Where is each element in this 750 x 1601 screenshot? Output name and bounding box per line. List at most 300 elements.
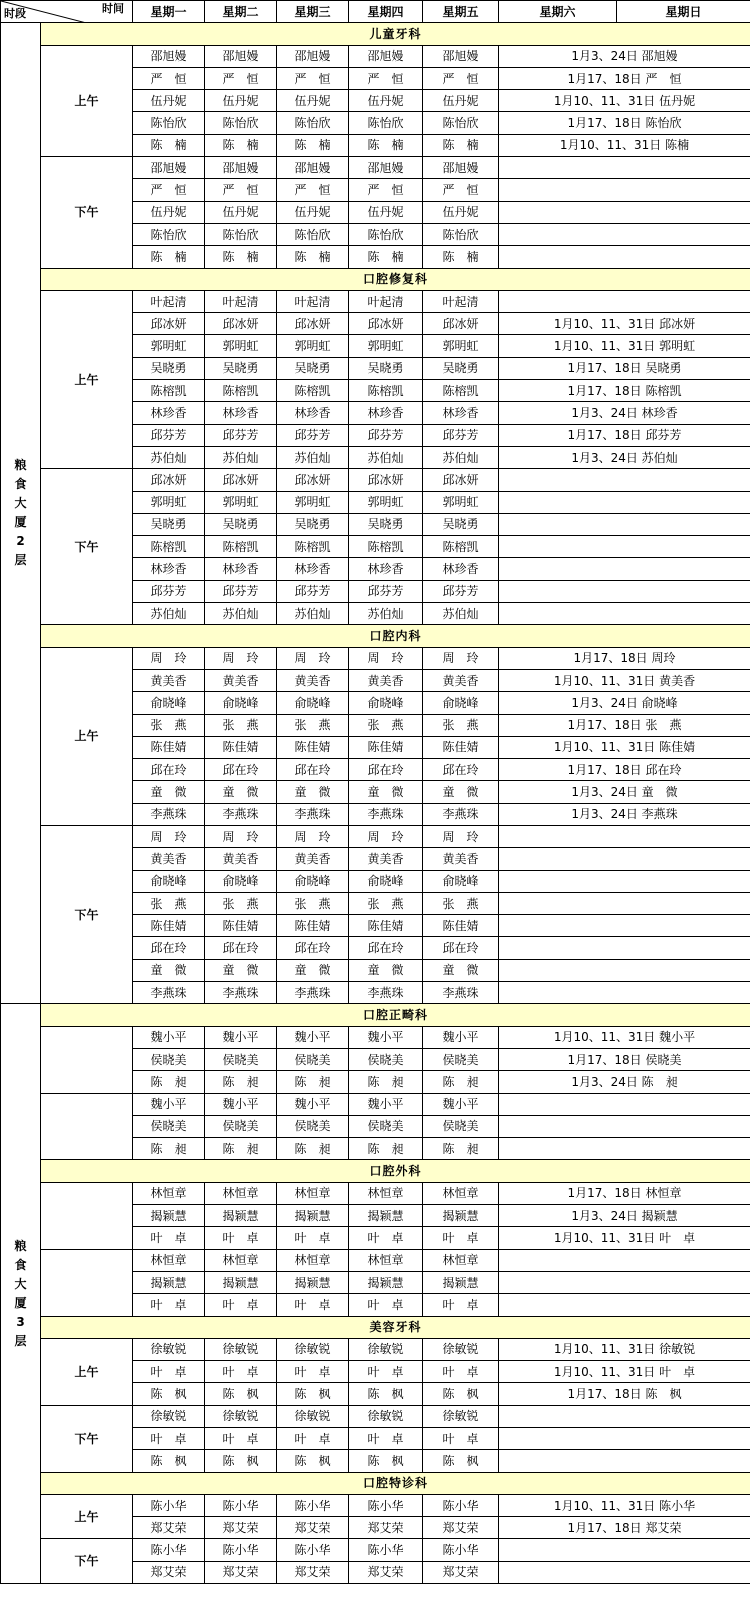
building-char: 厦	[14, 515, 27, 530]
building-char: 2	[16, 534, 25, 549]
weekend-cell: 1月3、24日 揭颖慧	[499, 1205, 750, 1227]
period-label: 下午	[41, 825, 133, 1003]
doctor-cell: 苏伯灿	[423, 603, 499, 625]
doctor-cell: 黄美香	[423, 848, 499, 870]
doctor-cell: 叶 卓	[277, 1294, 349, 1316]
doctor-cell: 邱冰妍	[133, 469, 205, 491]
doctor-cell: 邱芬芳	[423, 424, 499, 446]
doctor-cell: 揭颖慧	[423, 1205, 499, 1227]
doctor-cell: 陈小华	[349, 1494, 423, 1516]
doctor-cell: 李燕珠	[277, 982, 349, 1004]
doctor-cell: 苏伯灿	[423, 446, 499, 468]
doctor-cell: 徐敏锐	[133, 1405, 205, 1427]
weekend-cell	[499, 982, 750, 1004]
doctor-cell: 邱芬芳	[349, 424, 423, 446]
doctor-cell: 林恒章	[133, 1249, 205, 1271]
doctor-cell: 张 燕	[349, 714, 423, 736]
doctor-cell: 揭颖慧	[423, 1271, 499, 1293]
doctor-cell: 陈 楠	[205, 134, 277, 156]
doctor-cell: 陈怡欣	[277, 112, 349, 134]
table-row	[1, 647, 750, 669]
corner-label-period: 时段	[4, 7, 26, 21]
doctor-cell: 揭颖慧	[349, 1271, 423, 1293]
doctor-cell: 揭颖慧	[133, 1205, 205, 1227]
weekend-cell: 1月10、11、31日 叶 卓	[499, 1361, 750, 1383]
weekend-cell: 1月17、18日 侯晓美	[499, 1048, 750, 1070]
doctor-cell: 陈 枫	[349, 1450, 423, 1472]
department-title: 美容牙科	[41, 1316, 750, 1338]
doctor-cell: 陈榕凯	[349, 536, 423, 558]
doctor-cell: 张 燕	[423, 892, 499, 914]
weekend-cell	[499, 1428, 750, 1450]
doctor-cell: 揭颖慧	[349, 1205, 423, 1227]
doctor-cell: 邱在玲	[205, 759, 277, 781]
doctor-cell: 林珍香	[349, 558, 423, 580]
doctor-cell: 严 恒	[133, 179, 205, 201]
period-label	[41, 1093, 133, 1160]
doctor-cell: 吴晓勇	[133, 357, 205, 379]
doctor-cell: 陈榕凯	[423, 536, 499, 558]
doctor-cell: 林珍香	[133, 402, 205, 424]
day-header-tue: 星期二	[205, 1, 277, 23]
department-title: 口腔内科	[41, 625, 750, 647]
doctor-cell: 陈 昶	[349, 1071, 423, 1093]
doctor-cell: 郑艾荣	[133, 1517, 205, 1539]
building-char: 粮	[14, 1238, 27, 1253]
doctor-cell: 郭明虹	[133, 491, 205, 513]
doctor-cell: 张 燕	[205, 714, 277, 736]
doctor-cell: 陈 昶	[277, 1138, 349, 1160]
doctor-cell: 陈怡欣	[133, 223, 205, 245]
weekend-cell: 1月17、18日 邱芬芳	[499, 424, 750, 446]
weekend-cell	[499, 1294, 750, 1316]
doctor-cell: 叶 卓	[277, 1227, 349, 1249]
doctor-cell: 林珍香	[205, 402, 277, 424]
doctor-cell: 郭明虹	[277, 491, 349, 513]
doctor-cell: 周 玲	[277, 647, 349, 669]
doctor-cell: 邱在玲	[349, 937, 423, 959]
weekend-cell: 1月17、18日 邱在玲	[499, 759, 750, 781]
weekend-cell: 1月10、11、31日 徐敏锐	[499, 1338, 750, 1360]
doctor-cell: 徐敏锐	[349, 1338, 423, 1360]
doctor-cell: 张 燕	[423, 714, 499, 736]
doctor-cell: 伍丹妮	[349, 90, 423, 112]
doctor-cell: 林恒章	[277, 1182, 349, 1204]
weekend-cell: 1月3、24日 陈 昶	[499, 1071, 750, 1093]
doctor-cell: 徐敏锐	[133, 1338, 205, 1360]
doctor-cell: 徐敏锐	[423, 1338, 499, 1360]
doctor-cell: 林恒章	[349, 1249, 423, 1271]
doctor-cell: 严 恒	[277, 67, 349, 89]
doctor-cell: 陈怡欣	[277, 223, 349, 245]
doctor-cell: 陈怡欣	[423, 223, 499, 245]
doctor-cell: 童 微	[205, 959, 277, 981]
doctor-cell: 郑艾荣	[423, 1517, 499, 1539]
building-char: 3	[16, 1314, 25, 1329]
doctor-cell: 黄美香	[349, 669, 423, 691]
weekend-cell	[499, 157, 750, 179]
doctor-cell: 周 玲	[277, 825, 349, 847]
doctor-cell: 吴晓勇	[423, 513, 499, 535]
doctor-cell: 李燕珠	[133, 803, 205, 825]
doctor-cell: 陈 枫	[277, 1383, 349, 1405]
doctor-cell: 陈小华	[349, 1539, 423, 1561]
doctor-cell: 陈佳婧	[277, 915, 349, 937]
doctor-cell: 李燕珠	[205, 803, 277, 825]
table-row	[1, 1182, 750, 1204]
doctor-cell: 侯晓美	[205, 1048, 277, 1070]
doctor-cell: 严 恒	[349, 179, 423, 201]
doctor-cell: 邱冰妍	[205, 469, 277, 491]
doctor-cell: 魏小平	[205, 1093, 277, 1115]
department-row	[1, 1004, 750, 1026]
day-header-fri: 星期五	[423, 1, 499, 23]
weekend-cell	[499, 1249, 750, 1271]
doctor-cell: 邱冰妍	[423, 469, 499, 491]
weekend-cell: 1月17、18日 林恒章	[499, 1182, 750, 1204]
doctor-cell: 林恒章	[205, 1249, 277, 1271]
department-title: 口腔修复科	[41, 268, 750, 290]
doctor-cell: 邱冰妍	[423, 313, 499, 335]
doctor-cell: 李燕珠	[349, 803, 423, 825]
weekend-cell	[499, 1093, 750, 1115]
doctor-cell: 张 燕	[277, 892, 349, 914]
building-char: 大	[14, 1276, 27, 1291]
period-label: 上午	[41, 45, 133, 156]
department-title: 口腔正畸科	[41, 1004, 750, 1026]
weekend-cell	[499, 1115, 750, 1137]
doctor-cell: 邱在玲	[205, 937, 277, 959]
table-row	[1, 1249, 750, 1271]
doctor-cell: 童 微	[277, 781, 349, 803]
doctor-cell: 周 玲	[205, 825, 277, 847]
doctor-cell: 陈 楠	[277, 246, 349, 268]
doctor-cell: 叶 卓	[349, 1428, 423, 1450]
doctor-cell: 揭颖慧	[277, 1271, 349, 1293]
doctor-cell: 魏小平	[349, 1093, 423, 1115]
doctor-cell: 郑艾荣	[205, 1561, 277, 1583]
doctor-cell: 苏伯灿	[133, 446, 205, 468]
doctor-cell: 叶 卓	[423, 1294, 499, 1316]
weekend-cell: 1月17、18日 严 恒	[499, 67, 750, 89]
building-char: 层	[14, 1333, 27, 1348]
doctor-cell: 周 玲	[423, 647, 499, 669]
doctor-cell: 叶 卓	[205, 1294, 277, 1316]
weekend-cell: 1月3、24日 林珍香	[499, 402, 750, 424]
department-row	[1, 23, 750, 45]
doctor-cell: 郭明虹	[205, 335, 277, 357]
doctor-cell: 黄美香	[133, 848, 205, 870]
doctor-cell: 李燕珠	[349, 982, 423, 1004]
table-row	[1, 1338, 750, 1360]
doctor-cell: 叶 卓	[277, 1361, 349, 1383]
doctor-cell: 魏小平	[277, 1026, 349, 1048]
weekend-cell: 1月17、18日 郑艾荣	[499, 1517, 750, 1539]
weekend-cell	[499, 580, 750, 602]
doctor-cell: 邵旭嫚	[349, 45, 423, 67]
doctor-cell: 魏小平	[205, 1026, 277, 1048]
doctor-cell: 邱芬芳	[277, 580, 349, 602]
doctor-cell: 俞晓峰	[277, 870, 349, 892]
department-title: 口腔特诊科	[41, 1472, 750, 1494]
doctor-cell: 林恒章	[133, 1182, 205, 1204]
doctor-cell: 陈榕凯	[349, 380, 423, 402]
doctor-cell: 俞晓峰	[133, 692, 205, 714]
header-row	[1, 1, 750, 23]
doctor-cell: 揭颖慧	[205, 1205, 277, 1227]
doctor-cell: 叶 卓	[133, 1227, 205, 1249]
doctor-cell: 徐敏锐	[205, 1338, 277, 1360]
doctor-cell: 陈榕凯	[205, 536, 277, 558]
doctor-cell: 童 微	[423, 781, 499, 803]
weekend-cell: 1月17、18日 陈怡欣	[499, 112, 750, 134]
doctor-cell: 俞晓峰	[277, 692, 349, 714]
period-label	[41, 1026, 133, 1093]
doctor-cell: 周 玲	[349, 825, 423, 847]
building-char: 层	[14, 553, 27, 568]
doctor-cell: 陈小华	[423, 1539, 499, 1561]
doctor-cell: 严 恒	[205, 67, 277, 89]
doctor-cell: 徐敏锐	[349, 1405, 423, 1427]
table-row	[1, 469, 750, 491]
doctor-cell: 童 微	[133, 781, 205, 803]
doctor-cell: 邱芬芳	[133, 580, 205, 602]
doctor-cell: 郭明虹	[423, 491, 499, 513]
doctor-cell: 苏伯灿	[349, 603, 423, 625]
doctor-cell: 邱在玲	[277, 937, 349, 959]
table-row	[1, 1494, 750, 1516]
doctor-cell: 叶 卓	[349, 1294, 423, 1316]
weekend-cell	[499, 246, 750, 268]
doctor-cell: 郭明虹	[277, 335, 349, 357]
doctor-cell: 陈 昶	[205, 1138, 277, 1160]
doctor-cell: 郑艾荣	[349, 1561, 423, 1583]
building-char: 大	[14, 496, 27, 511]
doctor-cell: 邱在玲	[423, 937, 499, 959]
weekend-cell	[499, 915, 750, 937]
doctor-cell: 严 恒	[349, 67, 423, 89]
doctor-cell: 苏伯灿	[277, 603, 349, 625]
header-corner	[1, 1, 133, 23]
doctor-cell: 吴晓勇	[423, 357, 499, 379]
doctor-cell: 伍丹妮	[423, 90, 499, 112]
table-row	[1, 1405, 750, 1427]
building-char: 粮	[14, 458, 27, 473]
table-row	[1, 1026, 750, 1048]
doctor-cell: 林恒章	[205, 1182, 277, 1204]
doctor-cell: 魏小平	[133, 1093, 205, 1115]
doctor-cell: 邵旭嫚	[133, 45, 205, 67]
weekend-cell	[499, 848, 750, 870]
period-label: 上午	[41, 1338, 133, 1405]
doctor-cell: 童 微	[423, 959, 499, 981]
doctor-cell: 黄美香	[423, 669, 499, 691]
doctor-cell: 陈 昶	[349, 1138, 423, 1160]
doctor-cell: 邱冰妍	[349, 469, 423, 491]
weekend-cell	[499, 1450, 750, 1472]
weekend-cell: 1月17、18日 陈 枫	[499, 1383, 750, 1405]
department-row	[1, 1316, 750, 1338]
doctor-cell: 陈佳婧	[423, 915, 499, 937]
doctor-cell: 叶起清	[205, 290, 277, 312]
doctor-cell: 邱在玲	[277, 759, 349, 781]
doctor-cell: 陈怡欣	[205, 112, 277, 134]
doctor-cell: 陈小华	[423, 1494, 499, 1516]
doctor-cell: 叶 卓	[133, 1428, 205, 1450]
weekend-cell	[499, 1138, 750, 1160]
doctor-cell: 陈 枫	[277, 1450, 349, 1472]
doctor-cell: 魏小平	[423, 1093, 499, 1115]
period-label: 上午	[41, 290, 133, 468]
doctor-cell: 陈小华	[205, 1539, 277, 1561]
doctor-cell: 侯晓美	[277, 1115, 349, 1137]
weekend-cell: 1月17、18日 陈榕凯	[499, 380, 750, 402]
doctor-cell: 林恒章	[423, 1249, 499, 1271]
doctor-cell: 俞晓峰	[205, 870, 277, 892]
weekend-cell: 1月3、24日 李燕珠	[499, 803, 750, 825]
weekend-cell	[499, 201, 750, 223]
doctor-cell: 邵旭嫚	[423, 157, 499, 179]
doctor-cell: 侯晓美	[205, 1115, 277, 1137]
doctor-cell: 伍丹妮	[349, 201, 423, 223]
doctor-cell: 张 燕	[349, 892, 423, 914]
doctor-cell: 徐敏锐	[423, 1405, 499, 1427]
weekend-cell	[499, 536, 750, 558]
doctor-cell: 揭颖慧	[277, 1205, 349, 1227]
doctor-cell: 徐敏锐	[277, 1405, 349, 1427]
doctor-cell: 侯晓美	[423, 1115, 499, 1137]
doctor-cell: 陈 楠	[277, 134, 349, 156]
doctor-cell: 邵旭嫚	[277, 45, 349, 67]
weekend-cell	[499, 892, 750, 914]
doctor-cell: 严 恒	[423, 67, 499, 89]
doctor-cell: 陈小华	[133, 1494, 205, 1516]
doctor-cell: 侯晓美	[349, 1115, 423, 1137]
doctor-cell: 陈 昶	[133, 1071, 205, 1093]
doctor-cell: 叶 卓	[349, 1227, 423, 1249]
doctor-cell: 邱冰妍	[277, 469, 349, 491]
doctor-cell: 侯晓美	[349, 1048, 423, 1070]
doctor-cell: 魏小平	[277, 1093, 349, 1115]
doctor-cell: 吴晓勇	[205, 357, 277, 379]
doctor-cell: 叶 卓	[205, 1361, 277, 1383]
weekend-cell: 1月17、18日 张 燕	[499, 714, 750, 736]
doctor-cell: 童 微	[349, 959, 423, 981]
doctor-cell: 邵旭嫚	[277, 157, 349, 179]
weekend-cell	[499, 1405, 750, 1427]
weekend-cell: 1月3、24日 童 微	[499, 781, 750, 803]
doctor-cell: 邵旭嫚	[423, 45, 499, 67]
doctor-cell: 陈 枫	[423, 1383, 499, 1405]
doctor-cell: 吴晓勇	[349, 513, 423, 535]
doctor-cell: 李燕珠	[423, 982, 499, 1004]
doctor-cell: 邱冰妍	[205, 313, 277, 335]
doctor-cell: 陈怡欣	[349, 112, 423, 134]
doctor-cell: 李燕珠	[133, 982, 205, 1004]
period-label: 下午	[41, 469, 133, 625]
doctor-cell: 徐敏锐	[277, 1338, 349, 1360]
doctor-cell: 侯晓美	[133, 1048, 205, 1070]
doctor-cell: 邱芬芳	[205, 580, 277, 602]
doctor-cell: 陈 楠	[423, 246, 499, 268]
doctor-cell: 陈小华	[277, 1539, 349, 1561]
doctor-cell: 郭明虹	[349, 491, 423, 513]
department-title: 儿童牙科	[41, 23, 750, 45]
doctor-cell: 俞晓峰	[205, 692, 277, 714]
doctor-cell: 伍丹妮	[205, 90, 277, 112]
doctor-cell: 揭颖慧	[205, 1271, 277, 1293]
weekend-cell	[499, 603, 750, 625]
table-row	[1, 45, 750, 67]
doctor-cell: 苏伯灿	[205, 603, 277, 625]
doctor-cell: 陈 昶	[423, 1071, 499, 1093]
period-label: 上午	[41, 647, 133, 825]
weekend-cell	[499, 469, 750, 491]
doctor-cell: 邱芬芳	[205, 424, 277, 446]
doctor-cell: 严 恒	[133, 67, 205, 89]
doctor-cell: 周 玲	[349, 647, 423, 669]
weekend-cell	[499, 959, 750, 981]
doctor-cell: 苏伯灿	[277, 446, 349, 468]
doctor-cell: 严 恒	[277, 179, 349, 201]
doctor-cell: 郭明虹	[349, 335, 423, 357]
doctor-cell: 魏小平	[423, 1026, 499, 1048]
doctor-cell: 李燕珠	[277, 803, 349, 825]
day-header-sat: 星期六	[499, 1, 617, 23]
doctor-cell: 陈 楠	[349, 134, 423, 156]
doctor-cell: 邱在玲	[133, 937, 205, 959]
weekend-cell	[499, 558, 750, 580]
doctor-cell: 陈佳婧	[133, 915, 205, 937]
doctor-cell: 林珍香	[423, 402, 499, 424]
period-label	[41, 1182, 133, 1249]
doctor-cell: 张 燕	[205, 892, 277, 914]
doctor-cell: 李燕珠	[205, 982, 277, 1004]
doctor-cell: 郑艾荣	[277, 1561, 349, 1583]
doctor-cell: 邱在玲	[349, 759, 423, 781]
doctor-cell: 林珍香	[277, 402, 349, 424]
doctor-cell: 邱在玲	[133, 759, 205, 781]
doctor-cell: 侯晓美	[277, 1048, 349, 1070]
weekend-cell	[499, 1561, 750, 1583]
doctor-cell: 童 微	[133, 959, 205, 981]
department-row	[1, 1160, 750, 1182]
doctor-cell: 陈 昶	[423, 1138, 499, 1160]
weekend-cell: 1月10、11、31日 邱冰妍	[499, 313, 750, 335]
doctor-cell: 郭明虹	[133, 335, 205, 357]
doctor-cell: 叶 卓	[133, 1361, 205, 1383]
doctor-cell: 伍丹妮	[205, 201, 277, 223]
weekend-cell	[499, 179, 750, 201]
doctor-cell: 苏伯灿	[205, 446, 277, 468]
doctor-cell: 张 燕	[133, 714, 205, 736]
period-label: 上午	[41, 1494, 133, 1539]
weekend-cell: 1月10、11、31日 陈小华	[499, 1494, 750, 1516]
doctor-cell: 俞晓峰	[423, 870, 499, 892]
doctor-cell: 郑艾荣	[205, 1517, 277, 1539]
doctor-cell: 吴晓勇	[133, 513, 205, 535]
doctor-cell: 伍丹妮	[133, 90, 205, 112]
weekend-cell: 1月17、18日 吴晓勇	[499, 357, 750, 379]
doctor-cell: 邵旭嫚	[133, 157, 205, 179]
period-label: 下午	[41, 1539, 133, 1584]
weekend-cell	[499, 223, 750, 245]
doctor-cell: 陈怡欣	[349, 223, 423, 245]
doctor-cell: 林恒章	[349, 1182, 423, 1204]
department-row	[1, 268, 750, 290]
doctor-cell: 吴晓勇	[205, 513, 277, 535]
doctor-cell: 叶 卓	[423, 1227, 499, 1249]
